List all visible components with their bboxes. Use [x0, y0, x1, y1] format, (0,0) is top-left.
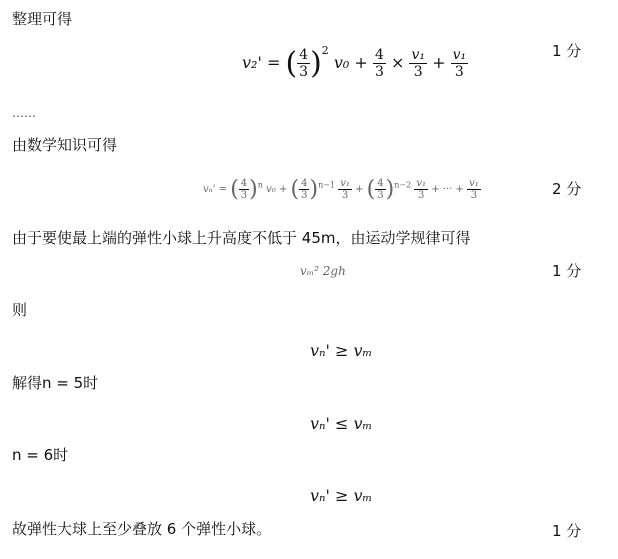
text-line-5: 解得n = 5时	[12, 374, 99, 392]
equation-4: vₙ' ≥ vₘ	[310, 341, 373, 360]
score-3: 1 分	[552, 262, 582, 280]
equation-1: v₂' = ( $\frac{4}{3}$ )$^2$ v₀ + $\frac{4}{3}$ × $\frac{\text{v₁}}{3}$ + $\frac{\text{v₁}}{3}$	[242, 43, 467, 81]
score-4: 1 分	[552, 522, 582, 540]
text-line-4: 则	[12, 301, 28, 319]
ellipsis: ……	[12, 106, 36, 120]
equation-5: vₙ' ≤ vₘ	[310, 414, 373, 433]
text-line-1: 整理可得	[12, 10, 73, 28]
score-1: 1 分	[552, 42, 582, 60]
score-2: 2 分	[552, 180, 582, 198]
text-line-2: 由数学知识可得	[12, 136, 118, 154]
equation-6: vₙ' ≥ vₘ	[310, 486, 373, 505]
equation-2: vₙ' = ( $\frac{4}{3}$ )$^n$ v₀ + ( $\frac{4}{3}$ )$^{n-1}$ $\frac{\text{v₁}}{3}$ + ( $\frac{4}{3}$ )$^{n-2}$ $\frac{\text{v₁}}{3}$ + ··· + $\frac{\text{v₁}}{3}$	[203, 177, 479, 202]
text-line-3: 由于要使最上端的弹性小球上升高度不低于 45m，由运动学规律可得	[12, 229, 471, 247]
text-line-6: n = 6时	[12, 446, 69, 464]
text-line-7: 故弹性大球上至少叠放 6 个弹性小球。	[12, 520, 272, 538]
equation-3: vₘ² 2gh	[300, 264, 346, 278]
